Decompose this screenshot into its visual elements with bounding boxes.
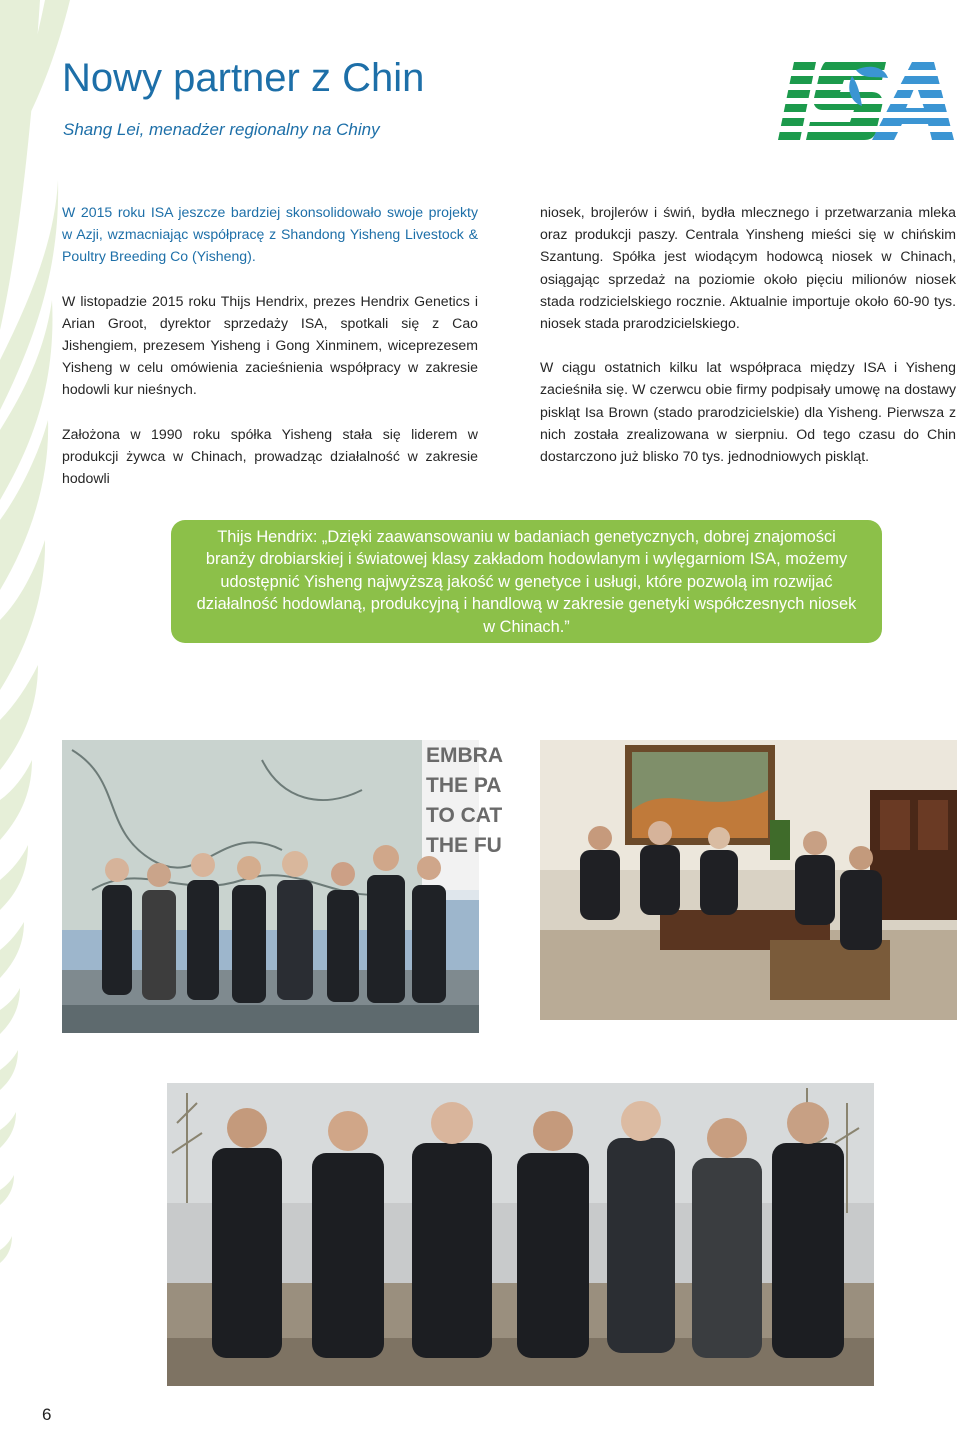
intro-paragraph: W 2015 roku ISA jeszcze bardziej skonsolidowało swoje projekty w Azji, wzmacniając współpracę z Shandong Yisheng Livestock & Poultry Breeding Co (Yisheng). bbox=[62, 204, 478, 265]
page-number: 6 bbox=[42, 1405, 52, 1424]
body-paragraph: Założona w 1990 roku spółka Yisheng stała się liderem w produkcji żywca w Chinach, prowadząc działalność w zakresie hodowli bbox=[62, 425, 478, 487]
pull-quote-text: Thijs Hendrix: „Dzięki zaawansowaniu w badaniach genetycznych, dobrej znajomości branży drobiarskiej i światowej klasy zakładom hodowlanym i wylęgarniom ISA, możemy udostępnić Yisheng najwyższą jakość w genetyce i usługi, które pozwolą im rozwijać działalność hodowlaną, produkcyjną i handlową w zakresie genetyki współczesnych niosek w Chinach.” bbox=[196, 528, 857, 636]
text-column-right bbox=[540, 201, 956, 489]
body-paragraph: niosek, brojlerów i świń, bydła mlecznego i przetwarzania mleka oraz produkcji paszy. Centrala Yinsheng mieści się w chińskim Szantung. Spółka jest wiodącym hodowcą niosek w Chinach, osiągając sprzedaż na poziomie około pięciu milionów niosek stada rodzicielskiego rocznie. Aktualnie importuje około 60-90 tys. niosek stada prarodzicielskiego. bbox=[540, 204, 956, 332]
meeting-photo-office bbox=[540, 740, 957, 1020]
isa-logo bbox=[776, 62, 956, 140]
article-subtitle: Shang Lei, menadżer regionalny na Chiny bbox=[63, 120, 380, 139]
text-column-left bbox=[62, 201, 478, 511]
svg-text:TO CAT: TO CAT bbox=[426, 804, 503, 827]
group-photo-winter bbox=[167, 1083, 874, 1386]
svg-text:THE PA: THE PA bbox=[426, 774, 502, 797]
body-paragraph: W listopadzie 2015 roku Thijs Hendrix, prezes Hendrix Genetics i Arian Groot, dyrektor sprzedaży ISA, spotkali się z Cao Jishengiem, prezesem Yisheng i Gong Xinminem, wiceprezesem Yisheng w celu omówienia zacieśnienia współpracy w zakresie hodowli kur nieśnych. bbox=[62, 292, 478, 398]
page-title: Nowy partner z Chin bbox=[62, 56, 425, 100]
pull-quote bbox=[171, 520, 882, 643]
svg-text:EMBRA: EMBRA bbox=[426, 744, 503, 767]
group-photo-outdoor-banner bbox=[62, 740, 503, 1033]
svg-text:THE FU: THE FU bbox=[426, 834, 502, 857]
body-paragraph: W ciągu ostatnich kilku lat współpraca między ISA i Yisheng zacieśniła się. W czerwcu obie firmy podpisały umowę na dostawy piskląt Isa Brown (stado prarodzicielskie) dla Yisheng. Pierwsza z nich została zrealizowana w sierpniu. Od tego czasu do Chin dostarczono już blisko 70 tys. jednodniowych piskląt. bbox=[540, 359, 956, 465]
